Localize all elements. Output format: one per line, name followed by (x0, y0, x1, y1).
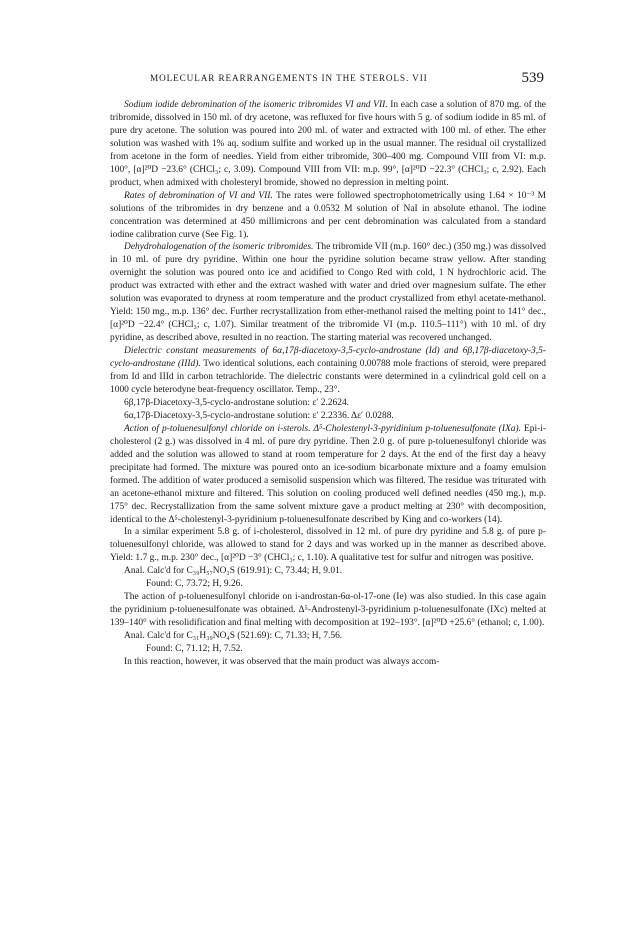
paragraph-text: Two identical solutions, each containing 0.00788 mole fractions of steroid, were prepared from Id and IIId in carbon tetrachloride. The dielectric constants were determined in a cylindrical gold cell on a 1000 cycle heterodyne beat-frequency oscillator. Temp., 23°. (110, 359, 547, 395)
paragraph-dehydrohalogenation (110, 241, 546, 345)
analysis-found: Found: C, 73.72; H, 9.26. (146, 579, 243, 590)
paragraph-heading: Dielectric constant measurements of 6α,17β-diacetoxy-3,5-cyclo-androstane (Id) and 6β,17β-diacetoxy-3,5-cyclo-androstane (IIId). (110, 346, 546, 370)
dielectric-result-beta: 6β,17β-Diacetoxy-3,5-cyclo-androstane solution: ε′ 2.2624. (124, 397, 350, 408)
page-number: 539 (521, 70, 544, 86)
body-text (110, 99, 546, 669)
paragraph-sodium-iodide (110, 99, 546, 190)
paragraph-text: The rates were followed spectrophotometrically using 1.64 × 10⁻³ M solutions of the tribromides in dry benzene and a 0.0532 M solution of NaI in absolute ethanol. The iodine concentration was determined at 450 millimicrons and per cent debromination was calculated from a standard iodine calibration curve (See Fig. 1). (110, 190, 546, 240)
analysis-found: Found: C, 71.12; H, 7.52. (146, 644, 243, 655)
paragraph-text: Epi-i-cholesterol (2 g.) was dissolved in 4 ml. of pure dry pyridine. Then 2.0 g. of pure p-toluenesulfonyl chloride was added and the solution was allowed to stand at room temperature for 2 days. At the end of the first day a heavy precipitate had formed. The mixture was poured onto an ice-sodium bicarbonate mixture and a foamy emulsion formed. The addition of water produced a semisolid suspension which was filtered. The residue was triturated with an acetone-ethanol mixture and filtered. This solution on cooling produced well defined needles (450 mg.), m.p. 175° dec. Recrystallization from the same solvent mixture gave a product melting at 230° with decomposition, identical to the Δ⁵-cholestenyl-3-pyridinium p-toluenesulfonate described by King and co-workers (14). (110, 423, 546, 525)
analysis-calculated: Anal. Calc'd for C₃₉H₅₇NO₃S (619.91): C, 73.44; H, 9.01. (124, 566, 343, 577)
paragraph-similar-experiment: In a similar experiment 5.8 g. of i-cholesterol, dissolved in 12 ml. of pure dry pyridine and 5.8 g. of pure p-toluenesulfonyl chloride, was allowed to stand for 2 days and was worked up in the manner as described above. Yield: 1.7 g., m.p. 230° dec., [α]²⁰D −3° (CHCl₃; c, 1.10). A qualitative test for sulfur and nitrogen was positive. (110, 527, 546, 564)
paragraph-heading: Sodium iodide debromination of the isomeric tribromides VI and VII. (124, 100, 388, 110)
paragraph-text: In each case a solution of 870 mg. of the tribromide, dissolved in 150 ml. of dry acetone, was refluxed for five hours with 5 g. of sodium iodide in 85 ml. of pure dry acetone. The solution was poured into 200 ml. of water and extracted with 100 ml. of ether. The ether solution was washed with 1% aq. sodium sulfite and worked up in the usual manner. The residual oil crystallized from acetone in the form of needles. Yield from either tribromide, 300–400 mg. Compound VIII from VI: m.p. 100°, [α]²⁰D −23.6° (CHCl₃; c, 3.09). Compound VIII from VII: m.p. 99°, [α]²⁰D −22.3° (CHCl₃; c, 2.92). Each product, when admixed with cholesteryl bromide, showed no depression in melting point. (110, 100, 546, 188)
dielectric-result-alpha: 6α,17β-Diacetoxy-3,5-cyclo-androstane solution: ε′ 2.2336. Δε′ 0.0288. (124, 410, 394, 421)
paragraph-dielectric (110, 345, 546, 397)
paragraph-androstan: The action of p-toluenesulfonyl chloride on i-androstan-6α-ol-17-one (Ie) was also studied. In this case again the pyridinium p-toluenesulfonate was obtained. Δ⁵-Androstenyl-3-pyridinium p-toluenesulfonate (IXc) melted at 139–140° with resolidification and final melting with decomposition at 192–193°. [α]²⁰D +25.6° (ethanol; c, 1.00). (110, 592, 546, 629)
paragraph-heading: Rates of debromination of VI and VII. (124, 190, 273, 201)
paragraph-heading: Dehydrohalogenation of the isomeric tribromides. (124, 242, 314, 253)
page-header (112, 70, 544, 89)
running-head: MOLECULAR REARRANGEMENTS IN THE STEROLS. VII (150, 73, 428, 83)
paragraph-tosyl-chloride (110, 423, 546, 527)
paragraph-heading: Action of p-toluenesulfonyl chloride on i-sterols. Δ⁵-Cholestenyl-3-pyridinium p-toluenesulfonate (IXa). (124, 423, 521, 434)
paragraph-last-line: In this reaction, however, it was observed that the main product was always accom- (124, 656, 440, 667)
analysis-calculated: Anal. Calc'd for C₃₁H₃₉NO₄S (521.69): C, 71.33; H, 7.56. (124, 631, 343, 642)
paragraph-rates (110, 190, 546, 242)
paragraph-text: The tribromide VII (m.p. 160° dec.) (350 mg.) was dissolved in 10 ml. of pure dry pyridine. Within one hour the pyridine solution became straw yellow. After standing overnight the solution was poured onto ice and acidified to Congo Red with cold, 1 N hydrochloric acid. The product was extracted with ether and the extract washed with water and dried over magnesium sulfate. The ether solution was evaporated to dryness at room temperature and the product crystallized from ethyl acetate-methanol. Yield: 150 mg., m.p. 136° dec. Further recrystallization from ether-methanol raised the melting point to 141° dec., [α]²⁰D −22.4° (CHCl₃; c, 1.07). Similar treatment of the tribromide VI (m.p. 110.5–111°) with 10 ml. of dry pyridine, as described above, resulted in no reaction. The starting material was recovered unchanged. (110, 242, 546, 344)
